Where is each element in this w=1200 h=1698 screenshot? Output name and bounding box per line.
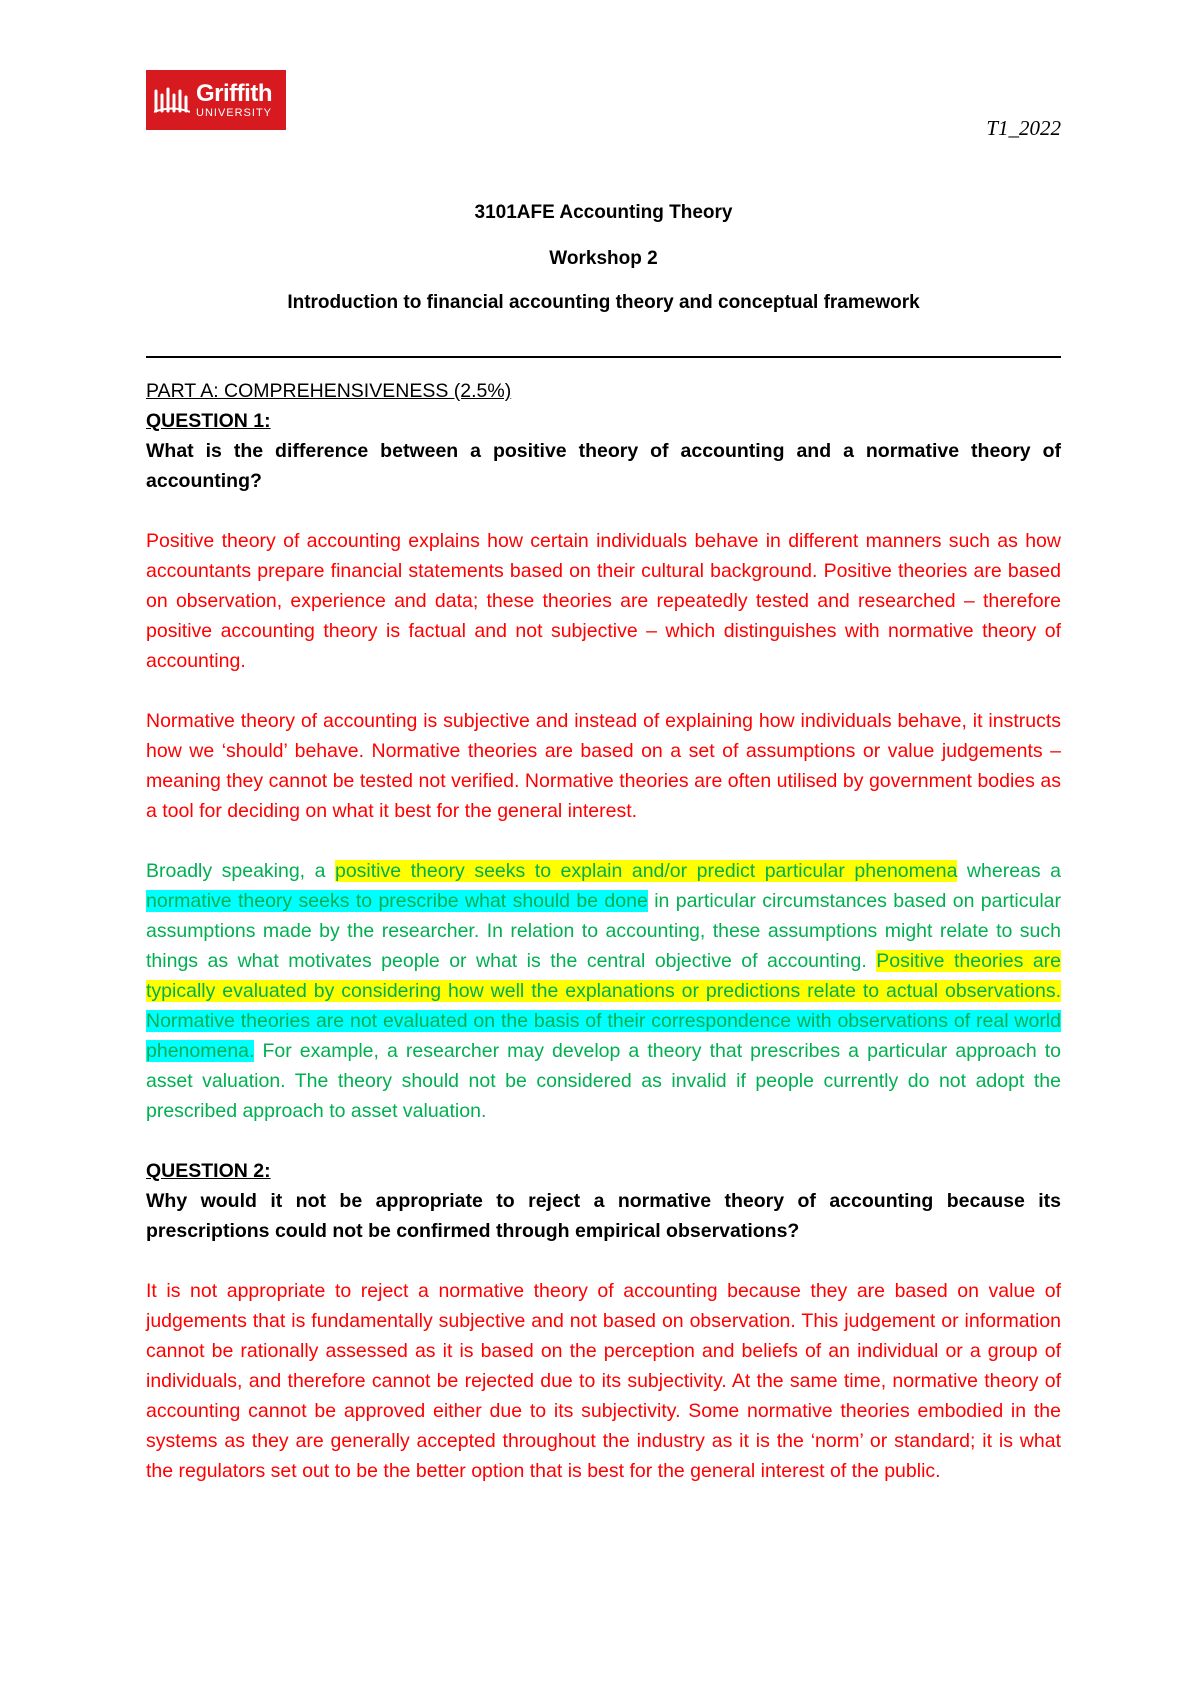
question-1-label: QUESTION 1: — [146, 410, 271, 432]
course-title: 3101AFE Accounting Theory — [474, 202, 733, 223]
question-2-label: QUESTION 2: — [146, 1160, 271, 1182]
university-logo — [146, 70, 286, 130]
part-a-heading: PART A: COMPREHENSIVENESS (2.5%) — [146, 380, 512, 402]
logo-name: Griffith — [196, 79, 272, 107]
header-divider — [146, 356, 1061, 358]
question-1-text: What is the difference between a positive theory of accounting and a normative theory of accounting? — [146, 440, 1061, 492]
term-label: T1_2022 — [986, 116, 1061, 140]
highlight-positive-theory: positive theory seeks to explain and/or predict particular phenomena — [334, 860, 958, 882]
model-answer-text: Broadly speaking, a — [146, 860, 335, 882]
highlight-positive-evaluation: Positive theories are typically evaluated by considering how well the explanations or predictions relate to actual observations. — [146, 950, 1062, 1002]
model-answer-text: in particular circumstances based on particular assumptions made by the researcher. In relation to accounting, these assumptions might relate to such things as what motivates people or what is the central objective of accounting. — [146, 890, 1061, 972]
question-1-answer-paragraph-1: Positive theory of accounting explains how certain individuals behave in different manners such as how accountants prepare financial statements based on their cultural background. Positive theories are based on observation, experience and data; these theories are repeatedly tested and researched – therefore positive accounting theory is factual and not subjective – which distinguishes with normative theory of accounting. — [146, 530, 1061, 672]
question-1-answer-paragraph-2: Normative theory of accounting is subjective and instead of explaining how individuals behave, it instructs how we ‘should’ behave. Normative theories are based on a set of assumptions or value judgements – meaning they cannot be tested not verified. Normative theories are often utilised by government bodies as a tool for deciding on what it best for the general interest. — [146, 710, 1061, 822]
highlight-normative-theory: normative theory seeks to prescribe what should be done — [146, 890, 648, 912]
question-1-model-answer — [146, 856, 1061, 1126]
topic-title: Introduction to financial accounting theory and conceptual framework — [287, 292, 920, 313]
workshop-title: Workshop 2 — [549, 248, 658, 269]
question-2-answer: It is not appropriate to reject a normative theory of accounting because they are based on value of judgements that is fundamentally subjective and not based on observation. This judgement or information cannot be rationally assessed as it is based on the perception and beliefs of an individual or a group of individuals, and therefore cannot be rejected due to its subjectivity. At the same time, normative theory of accounting cannot be approved either due to its subjectivity. Some normative theories embodied in the systems as they are generally accepted throughout the industry as it is the ‘norm’ or standard; it is what the regulators set out to be the better option that is best for the general interest of the public. — [146, 1280, 1061, 1482]
highlight-normative-evaluation: Normative theories are not evaluated on the basis of their correspondence with observations of real world phenomena. — [146, 1010, 1061, 1062]
question-2-text: Why would it not be appropriate to reject a normative theory of accounting because its prescriptions could not be confirmed through empirical observations? — [146, 1190, 1061, 1242]
model-answer-text: whereas a — [957, 860, 1061, 882]
document-body — [146, 376, 1061, 1486]
logo-subtitle: UNIVERSITY — [196, 106, 273, 119]
griffith-emblem-icon — [154, 85, 190, 115]
model-answer-text: For example, a researcher may develop a theory that prescribes a particular approach to asset valuation. The theory should not be considered as invalid if people currently do not adopt the prescribed approach to asset valuation. — [146, 1040, 1061, 1122]
